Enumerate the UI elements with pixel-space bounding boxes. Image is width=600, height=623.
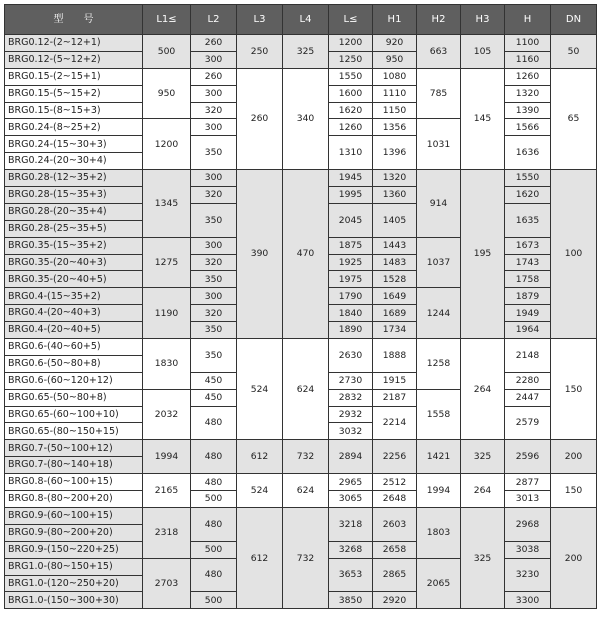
h-cell: 1758 bbox=[505, 271, 551, 288]
model-cell: BRG0.6-(60~120+12) bbox=[5, 372, 143, 389]
model-cell: BRG0.7-(50~100+12) bbox=[5, 440, 143, 457]
l1-cell: 1275 bbox=[143, 237, 191, 288]
dn-cell: 200 bbox=[551, 440, 597, 474]
h-cell: 2447 bbox=[505, 389, 551, 406]
h2-cell: 1037 bbox=[417, 237, 461, 288]
l-cell: 2730 bbox=[329, 372, 373, 389]
table-row bbox=[5, 474, 597, 491]
dn-cell: 65 bbox=[551, 68, 597, 169]
h1-cell: 2256 bbox=[373, 440, 417, 474]
h-cell: 2579 bbox=[505, 406, 551, 440]
h1-cell: 2512 bbox=[373, 474, 417, 491]
l1-cell: 500 bbox=[143, 35, 191, 69]
h-cell: 1160 bbox=[505, 51, 551, 68]
dn-cell: 150 bbox=[551, 339, 597, 440]
h2-cell: 1244 bbox=[417, 288, 461, 339]
l-cell: 1840 bbox=[329, 305, 373, 322]
l4-cell: 624 bbox=[283, 339, 329, 440]
model-cell: BRG0.28-(20~35+4) bbox=[5, 203, 143, 220]
model-cell: BRG1.0-(80~150+15) bbox=[5, 558, 143, 575]
model-cell: BRG0.9-(60~100+15) bbox=[5, 507, 143, 524]
l2-cell: 500 bbox=[191, 541, 237, 558]
h1-cell: 1689 bbox=[373, 305, 417, 322]
h2-cell: 1421 bbox=[417, 440, 461, 474]
l2-cell: 350 bbox=[191, 271, 237, 288]
l-cell: 1310 bbox=[329, 136, 373, 170]
model-cell: BRG0.8-(60~100+15) bbox=[5, 474, 143, 491]
table-row bbox=[5, 440, 597, 457]
h1-cell: 1888 bbox=[373, 339, 417, 373]
l3-cell: 524 bbox=[237, 474, 283, 508]
model-cell: BRG0.28-(15~35+3) bbox=[5, 187, 143, 204]
l-cell: 3065 bbox=[329, 491, 373, 508]
h1-cell: 1443 bbox=[373, 237, 417, 254]
l-cell: 1200 bbox=[329, 35, 373, 52]
h2-cell: 1994 bbox=[417, 474, 461, 508]
table-row bbox=[5, 507, 597, 524]
h1-cell: 1150 bbox=[373, 102, 417, 119]
l2-cell: 500 bbox=[191, 592, 237, 609]
l-cell: 1620 bbox=[329, 102, 373, 119]
dn-cell: 200 bbox=[551, 507, 597, 608]
l-cell: 1945 bbox=[329, 170, 373, 187]
model-cell: BRG0.12-(2~12+1) bbox=[5, 35, 143, 52]
h1-cell: 1396 bbox=[373, 136, 417, 170]
dn-cell: 150 bbox=[551, 474, 597, 508]
l-cell: 1975 bbox=[329, 271, 373, 288]
header-l: L≤ bbox=[329, 5, 373, 35]
h2-cell: 663 bbox=[417, 35, 461, 69]
h-cell: 1390 bbox=[505, 102, 551, 119]
l1-cell: 2318 bbox=[143, 507, 191, 558]
h-cell: 2148 bbox=[505, 339, 551, 373]
l4-cell: 470 bbox=[283, 170, 329, 339]
h1-cell: 1405 bbox=[373, 203, 417, 237]
l4-cell: 732 bbox=[283, 507, 329, 608]
h-cell: 1636 bbox=[505, 136, 551, 170]
h1-cell: 2648 bbox=[373, 491, 417, 508]
l3-cell: 612 bbox=[237, 507, 283, 608]
header-h2: H2 bbox=[417, 5, 461, 35]
model-cell: BRG0.9-(150~220+25) bbox=[5, 541, 143, 558]
h1-cell: 1528 bbox=[373, 271, 417, 288]
h2-cell: 1031 bbox=[417, 119, 461, 170]
l4-cell: 340 bbox=[283, 68, 329, 169]
h-cell: 2280 bbox=[505, 372, 551, 389]
h1-cell: 2658 bbox=[373, 541, 417, 558]
l2-cell: 320 bbox=[191, 305, 237, 322]
l1-cell: 2165 bbox=[143, 474, 191, 508]
h-cell: 1566 bbox=[505, 119, 551, 136]
h-cell: 3013 bbox=[505, 491, 551, 508]
table-row bbox=[5, 35, 597, 52]
l2-cell: 300 bbox=[191, 288, 237, 305]
header-row bbox=[5, 5, 597, 35]
header-l3: L3 bbox=[237, 5, 283, 35]
h-cell: 3300 bbox=[505, 592, 551, 609]
h-cell: 3230 bbox=[505, 558, 551, 592]
l-cell: 1925 bbox=[329, 254, 373, 271]
h1-cell: 2865 bbox=[373, 558, 417, 592]
l1-cell: 1994 bbox=[143, 440, 191, 474]
l2-cell: 350 bbox=[191, 136, 237, 170]
h-cell: 1879 bbox=[505, 288, 551, 305]
h2-cell: 1558 bbox=[417, 389, 461, 440]
h3-cell: 325 bbox=[461, 440, 505, 474]
model-cell: BRG0.6-(40~60+5) bbox=[5, 339, 143, 356]
h3-cell: 264 bbox=[461, 474, 505, 508]
l-cell: 2965 bbox=[329, 474, 373, 491]
l2-cell: 450 bbox=[191, 389, 237, 406]
dn-cell: 100 bbox=[551, 170, 597, 339]
spec-table-container bbox=[4, 4, 597, 609]
table-row bbox=[5, 339, 597, 356]
l2-cell: 500 bbox=[191, 491, 237, 508]
model-cell: BRG0.15-(2~15+1) bbox=[5, 68, 143, 85]
header-h1: H1 bbox=[373, 5, 417, 35]
l2-cell: 480 bbox=[191, 507, 237, 541]
l-cell: 1875 bbox=[329, 237, 373, 254]
model-cell: BRG1.0-(150~300+30) bbox=[5, 592, 143, 609]
l2-cell: 480 bbox=[191, 474, 237, 491]
h3-cell: 105 bbox=[461, 35, 505, 69]
model-cell: BRG0.24-(15~30+3) bbox=[5, 136, 143, 153]
l1-cell: 1200 bbox=[143, 119, 191, 170]
header-dn: DN bbox=[551, 5, 597, 35]
model-cell: BRG0.35-(20~40+5) bbox=[5, 271, 143, 288]
h1-cell: 1649 bbox=[373, 288, 417, 305]
model-cell: BRG0.35-(15~35+2) bbox=[5, 237, 143, 254]
header-l1: L1≤ bbox=[143, 5, 191, 35]
h-cell: 1620 bbox=[505, 187, 551, 204]
header-l2: L2 bbox=[191, 5, 237, 35]
model-cell: BRG0.8-(80~200+20) bbox=[5, 491, 143, 508]
l-cell: 3218 bbox=[329, 507, 373, 541]
h-cell: 1673 bbox=[505, 237, 551, 254]
h3-cell: 145 bbox=[461, 68, 505, 169]
l2-cell: 300 bbox=[191, 119, 237, 136]
l3-cell: 250 bbox=[237, 35, 283, 69]
l2-cell: 300 bbox=[191, 85, 237, 102]
l2-cell: 260 bbox=[191, 68, 237, 85]
h1-cell: 2603 bbox=[373, 507, 417, 541]
h2-cell: 1803 bbox=[417, 507, 461, 558]
l-cell: 1995 bbox=[329, 187, 373, 204]
l1-cell: 950 bbox=[143, 68, 191, 119]
model-cell: BRG0.6-(50~80+8) bbox=[5, 355, 143, 372]
model-cell: BRG0.24-(20~30+4) bbox=[5, 153, 143, 170]
l-cell: 2832 bbox=[329, 389, 373, 406]
h1-cell: 2214 bbox=[373, 406, 417, 440]
l3-cell: 260 bbox=[237, 68, 283, 169]
l-cell: 3653 bbox=[329, 558, 373, 592]
l3-cell: 524 bbox=[237, 339, 283, 440]
h-cell: 1100 bbox=[505, 35, 551, 52]
h2-cell: 2065 bbox=[417, 558, 461, 609]
l1-cell: 2703 bbox=[143, 558, 191, 609]
model-cell: BRG0.4-(20~40+5) bbox=[5, 322, 143, 339]
model-cell: BRG0.24-(8~25+2) bbox=[5, 119, 143, 136]
l1-cell: 1190 bbox=[143, 288, 191, 339]
l-cell: 2894 bbox=[329, 440, 373, 474]
model-cell: BRG0.65-(80~150+15) bbox=[5, 423, 143, 440]
h-cell: 2596 bbox=[505, 440, 551, 474]
l-cell: 1250 bbox=[329, 51, 373, 68]
l-cell: 1550 bbox=[329, 68, 373, 85]
l2-cell: 300 bbox=[191, 237, 237, 254]
model-cell: BRG0.28-(25~35+5) bbox=[5, 220, 143, 237]
model-cell: BRG0.4-(20~40+3) bbox=[5, 305, 143, 322]
h1-cell: 1483 bbox=[373, 254, 417, 271]
model-cell: BRG0.15-(5~15+2) bbox=[5, 85, 143, 102]
h1-cell: 1734 bbox=[373, 322, 417, 339]
spec-table bbox=[4, 4, 597, 609]
l-cell: 2932 bbox=[329, 406, 373, 423]
l2-cell: 320 bbox=[191, 102, 237, 119]
model-cell: BRG0.9-(80~200+20) bbox=[5, 524, 143, 541]
h-cell: 1260 bbox=[505, 68, 551, 85]
h2-cell: 785 bbox=[417, 68, 461, 119]
l2-cell: 480 bbox=[191, 440, 237, 474]
l1-cell: 2032 bbox=[143, 389, 191, 440]
h-cell: 1320 bbox=[505, 85, 551, 102]
model-cell: BRG0.65-(50~80+8) bbox=[5, 389, 143, 406]
h-cell: 2877 bbox=[505, 474, 551, 491]
h-cell: 1964 bbox=[505, 322, 551, 339]
l2-cell: 320 bbox=[191, 254, 237, 271]
model-cell: BRG0.35-(20~40+3) bbox=[5, 254, 143, 271]
h1-cell: 950 bbox=[373, 51, 417, 68]
l-cell: 3268 bbox=[329, 541, 373, 558]
l1-cell: 1830 bbox=[143, 339, 191, 390]
l2-cell: 480 bbox=[191, 558, 237, 592]
l1-cell: 1345 bbox=[143, 170, 191, 238]
l-cell: 3032 bbox=[329, 423, 373, 440]
l-cell: 3850 bbox=[329, 592, 373, 609]
model-cell: BRG0.28-(12~35+2) bbox=[5, 170, 143, 187]
l3-cell: 390 bbox=[237, 170, 283, 339]
table-row bbox=[5, 68, 597, 85]
h2-cell: 914 bbox=[417, 170, 461, 238]
l2-cell: 480 bbox=[191, 406, 237, 440]
model-cell: BRG0.7-(80~140+18) bbox=[5, 457, 143, 474]
h-cell: 1949 bbox=[505, 305, 551, 322]
h-cell: 1635 bbox=[505, 203, 551, 237]
l4-cell: 624 bbox=[283, 474, 329, 508]
l2-cell: 300 bbox=[191, 51, 237, 68]
l-cell: 1890 bbox=[329, 322, 373, 339]
l2-cell: 350 bbox=[191, 339, 237, 373]
h1-cell: 1320 bbox=[373, 170, 417, 187]
h3-cell: 195 bbox=[461, 170, 505, 339]
header-l4: L4 bbox=[283, 5, 329, 35]
l-cell: 2630 bbox=[329, 339, 373, 373]
l4-cell: 732 bbox=[283, 440, 329, 474]
h1-cell: 2920 bbox=[373, 592, 417, 609]
model-cell: BRG0.12-(5~12+2) bbox=[5, 51, 143, 68]
h1-cell: 920 bbox=[373, 35, 417, 52]
model-cell: BRG0.4-(15~35+2) bbox=[5, 288, 143, 305]
dn-cell: 50 bbox=[551, 35, 597, 69]
model-cell: BRG1.0-(120~250+20) bbox=[5, 575, 143, 592]
l2-cell: 350 bbox=[191, 203, 237, 237]
h-cell: 1550 bbox=[505, 170, 551, 187]
h3-cell: 325 bbox=[461, 507, 505, 608]
h-cell: 3038 bbox=[505, 541, 551, 558]
h-cell: 1743 bbox=[505, 254, 551, 271]
h1-cell: 2187 bbox=[373, 389, 417, 406]
l2-cell: 300 bbox=[191, 170, 237, 187]
h2-cell: 1258 bbox=[417, 339, 461, 390]
header-model: 型 号 bbox=[5, 5, 143, 35]
l-cell: 2045 bbox=[329, 203, 373, 237]
l2-cell: 320 bbox=[191, 187, 237, 204]
h-cell: 2968 bbox=[505, 507, 551, 541]
l4-cell: 325 bbox=[283, 35, 329, 69]
h3-cell: 264 bbox=[461, 339, 505, 440]
l2-cell: 260 bbox=[191, 35, 237, 52]
h1-cell: 1080 bbox=[373, 68, 417, 85]
h1-cell: 1356 bbox=[373, 119, 417, 136]
h1-cell: 1915 bbox=[373, 372, 417, 389]
header-h3: H3 bbox=[461, 5, 505, 35]
table-row bbox=[5, 170, 597, 187]
header-h: H bbox=[505, 5, 551, 35]
h1-cell: 1110 bbox=[373, 85, 417, 102]
l2-cell: 450 bbox=[191, 372, 237, 389]
l-cell: 1600 bbox=[329, 85, 373, 102]
l3-cell: 612 bbox=[237, 440, 283, 474]
table-body bbox=[5, 35, 597, 609]
l-cell: 1260 bbox=[329, 119, 373, 136]
l2-cell: 350 bbox=[191, 322, 237, 339]
model-cell: BRG0.65-(60~100+10) bbox=[5, 406, 143, 423]
l-cell: 1790 bbox=[329, 288, 373, 305]
model-cell: BRG0.15-(8~15+3) bbox=[5, 102, 143, 119]
h1-cell: 1360 bbox=[373, 187, 417, 204]
